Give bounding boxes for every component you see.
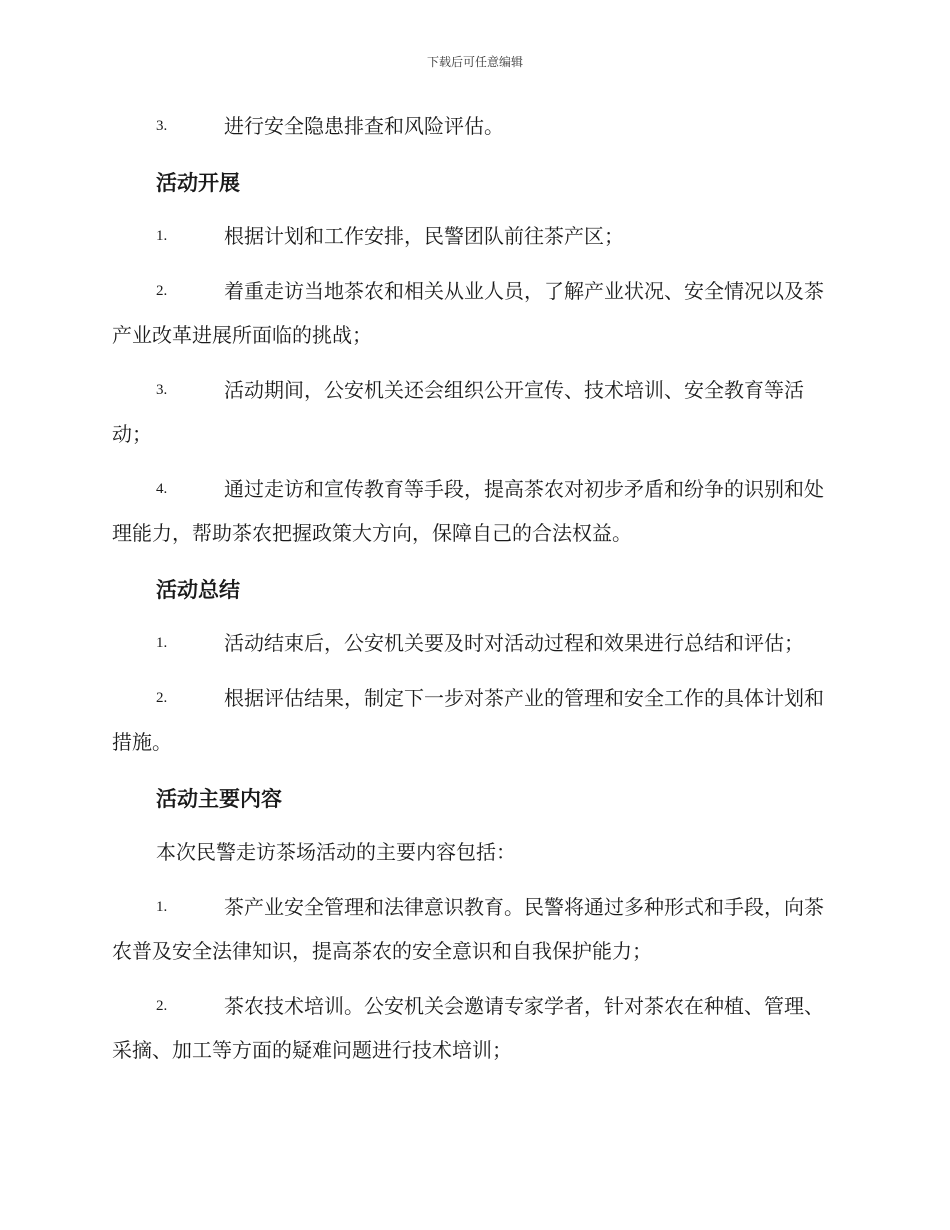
list-item-text: 茶农技术培训。公安机关会邀请专家学者，针对茶农在种植、管理、采摘、加工等方面的疑难问题进行技术培训； [112, 994, 824, 1062]
list-item [112, 269, 836, 357]
list-number: 4. [156, 481, 168, 497]
list-number: 1. [156, 228, 168, 244]
list-item-text: 通过走访和宣传教育等手段，提高茶农对初步矛盾和纷争的识别和处理能力，帮助茶农把握政策大方向，保障自己的合法权益。 [112, 477, 824, 545]
list-item [112, 104, 836, 148]
page-header: 下载后可任意编辑 [426, 55, 523, 69]
list-item [112, 214, 836, 258]
intro-paragraph: 本次民警走访茶场活动的主要内容包括： [156, 840, 516, 864]
list-number: 2. [156, 690, 168, 706]
list-item [112, 467, 836, 555]
list-number: 2. [156, 998, 168, 1014]
document-body [112, 104, 836, 1072]
list-item-text: 根据计划和工作安排，民警团队前往茶产区； [224, 224, 624, 248]
list-number: 3. [156, 118, 168, 134]
list-item-text: 根据评估结果，制定下一步对茶产业的管理和安全工作的具体计划和措施。 [112, 686, 824, 754]
list-number: 1. [156, 899, 168, 915]
list-item-text: 活动结束后，公安机关要及时对活动过程和效果进行总结和评估； [224, 631, 804, 655]
section-heading-activity-conduct: 活动开展 [156, 170, 240, 195]
section-heading-main-content: 活动主要内容 [156, 786, 282, 811]
list-number: 2. [156, 283, 168, 299]
list-number: 3. [156, 382, 168, 398]
list-item [112, 368, 836, 456]
list-item-text: 活动期间，公安机关还会组织公开宣传、技术培训、安全教育等活动； [112, 378, 804, 446]
list-item-text: 进行安全隐患排查和风险评估。 [224, 114, 504, 138]
list-item [112, 885, 836, 973]
section-heading-activity-summary: 活动总结 [156, 577, 240, 602]
list-item [112, 676, 836, 764]
list-item-text: 茶产业安全管理和法律意识教育。民警将通过多种形式和手段，向茶农普及安全法律知识，提高茶农的安全意识和自我保护能力； [112, 895, 824, 963]
list-item [112, 621, 836, 665]
list-number: 1. [156, 635, 168, 651]
list-item-text: 着重走访当地茶农和相关从业人员，了解产业状况、安全情况以及茶产业改革进展所面临的挑战； [112, 279, 824, 347]
list-item [112, 984, 836, 1072]
